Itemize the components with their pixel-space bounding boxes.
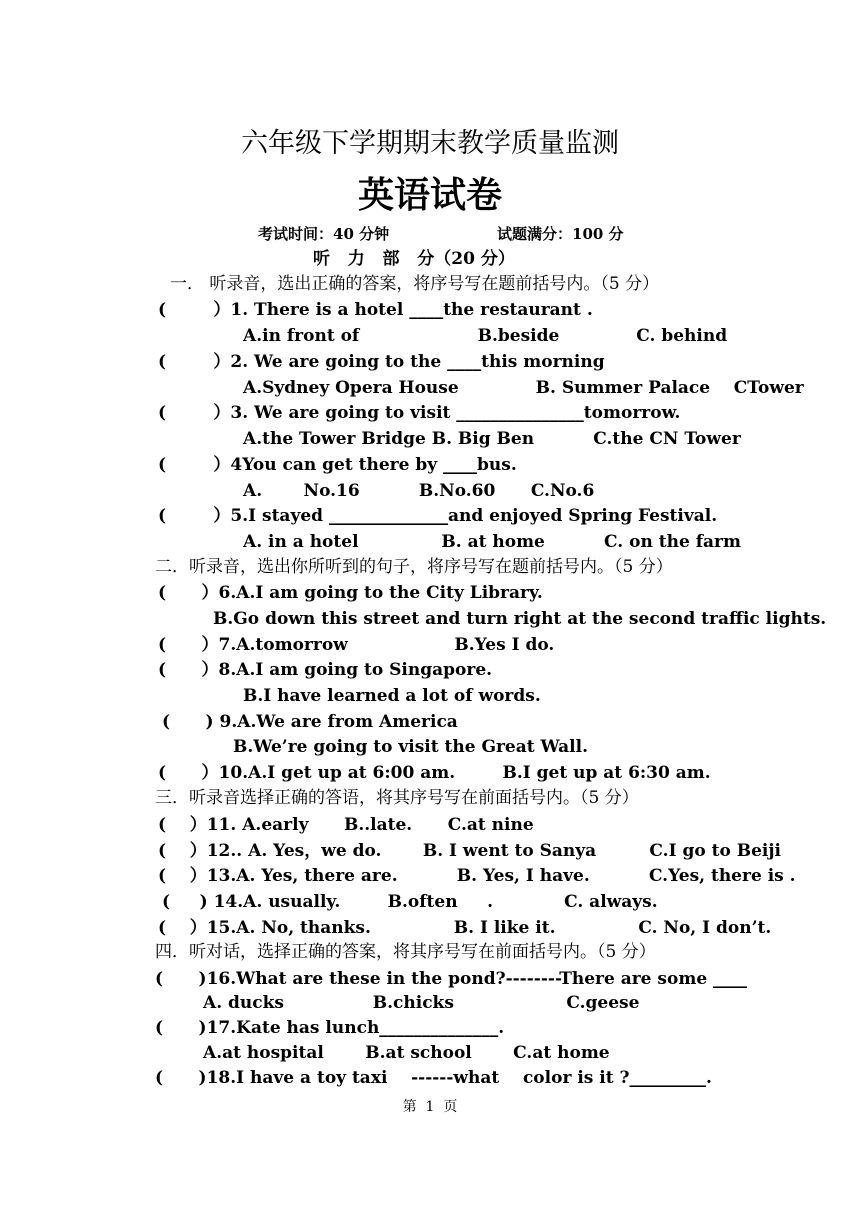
question-line: ( ）10.A.I get up at 6:00 am. B.I get up at 6:30 am. <box>158 763 711 783</box>
question-line: ( )16.What are these in the pond?--------There are some ____ <box>155 969 748 989</box>
options-line: B.Go down this street and turn right at the second traffic lights. <box>213 609 827 629</box>
question-line: ( ）8.A.I am going to Singapore. <box>158 660 493 680</box>
question-line: ( ）1. There is a hotel ____the restaurant . <box>158 300 593 320</box>
exam-time: 考试时间：40 分钟 <box>258 225 390 243</box>
options-line: A.the Tower Bridge B. Big Ben C.the CN Tower <box>243 429 741 449</box>
question-line: ( ) 9.A.We are from America <box>162 712 458 732</box>
options-line: B.We’re going to visit the Great Wall. <box>233 737 588 757</box>
question-line: ( )17.Kate has lunch______________. <box>155 1018 505 1038</box>
question-line: ( ）5.I stayed ______________and enjoyed Spring Festival. <box>158 506 718 526</box>
question-line: ( ）11. A.early B..late. C.at nine <box>158 815 534 835</box>
section-heading: 一． 听录音，选出正确的答案，将序号写在题前括号内。（5 分） <box>170 274 660 294</box>
options-line: A. ducks B.chicks C.geese <box>203 993 640 1013</box>
question-line: ( ）7.A.tomorrow B.Yes I do. <box>158 635 555 655</box>
options-line: A.Sydney Opera House B. Summer Palace CTower <box>243 378 804 398</box>
page-number: 第 1 页 <box>402 1099 458 1115</box>
question-line: ( ）3. We are going to visit _______________tomorrow. <box>158 403 681 423</box>
question-line: ( ）15.A. No, thanks. B. I like it. C. No, I don’t. <box>158 918 772 938</box>
question-line: ( ）12.. A. Yes，we do. B. I went to Sanya C.I go to Beiji <box>158 841 781 861</box>
options-line: B.I have learned a lot of words. <box>243 686 541 706</box>
question-line: ( ) 14.A. usually. B.often . C. always. <box>162 892 658 912</box>
question-line: ( ）13.A. Yes, there are. B. Yes, I have. C.Yes, there is . <box>158 866 796 886</box>
question-line: ( ）2. We are going to the ____this morning <box>158 352 605 372</box>
question-line: ( ）4You can get there by ____bus. <box>158 455 517 475</box>
section-heading: 四．听对话，选择正确的答案，将其序号写在前面括号内。（5 分） <box>155 942 656 962</box>
options-line: A.in front of B.beside C. behind <box>243 326 728 346</box>
question-line: ( )18.I have a toy taxi ------what color is it ?_________. <box>155 1068 712 1088</box>
question-line: ( ）6.A.I am going to the City Library. <box>158 583 543 603</box>
exam-subtitle: 英语试卷 <box>357 174 502 216</box>
options-line: A.at hospital B.at school C.at home <box>203 1043 610 1063</box>
section-heading: 三．听录音选择正确的答语，将其序号写在前面括号内。（5 分） <box>155 788 639 808</box>
section-heading: 二．听录音，选出你所听到的句子，将序号写在题前括号内。（5 分） <box>155 557 673 577</box>
exam-title: 六年级下学期期末教学质量监测 <box>241 128 619 159</box>
full-score: 试题满分：100 分 <box>497 225 624 243</box>
options-line: A. in a hotel B. at home C. on the farm <box>243 532 741 552</box>
part-heading: 听 力 部 分（20 分） <box>313 249 515 269</box>
options-line: A. No.16 B.No.60 C.No.6 <box>243 481 595 501</box>
